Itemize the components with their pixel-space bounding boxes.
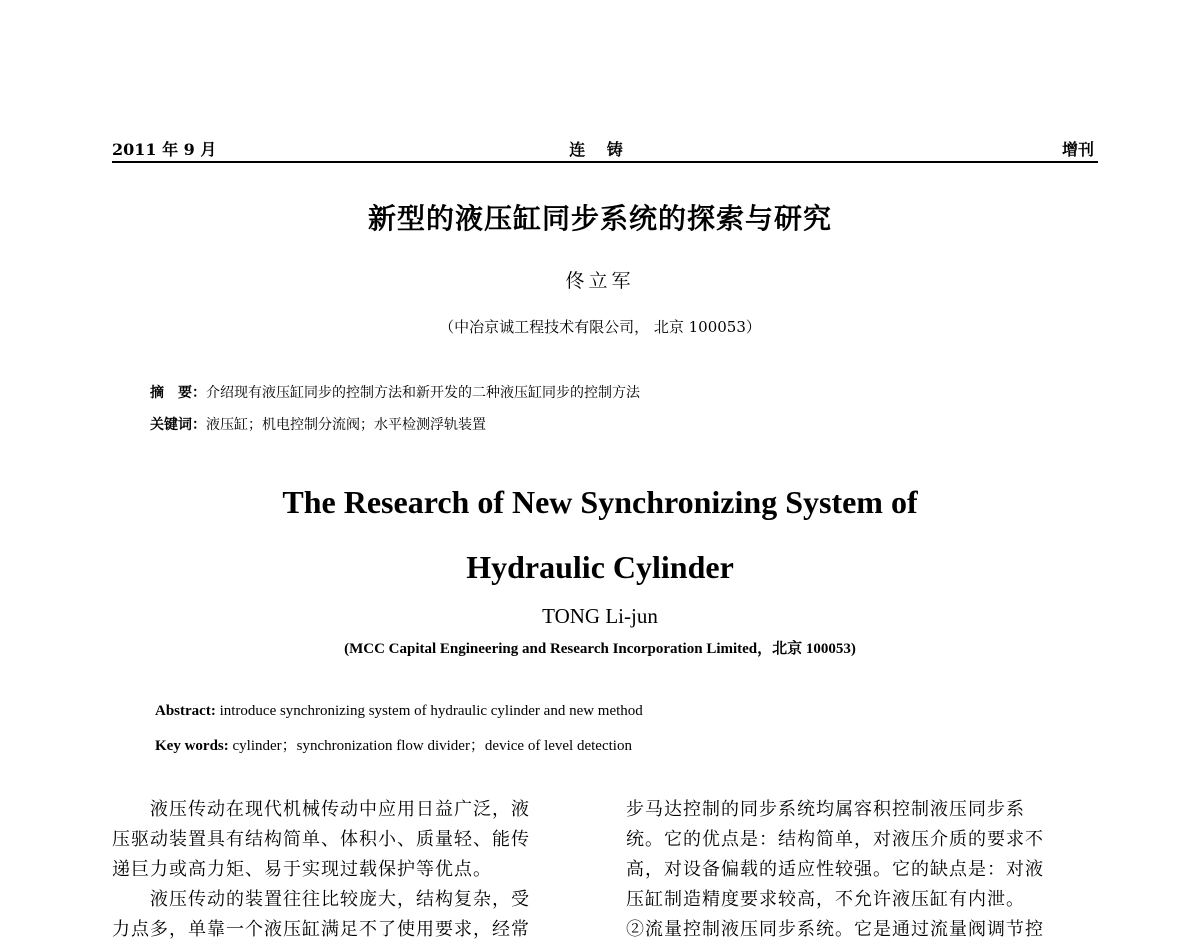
english-title-line-1: The Research of New Synchronizing System of xyxy=(282,484,918,520)
english-abstract xyxy=(155,703,643,720)
header-issue: 增刊 xyxy=(1061,140,1094,159)
chinese-abstract-text: 介绍现有液压缸同步的控制方法和新开发的二种液压缸同步的控制方法 xyxy=(206,385,640,401)
english-author: TONG Li-jun xyxy=(542,604,658,628)
english-title-line-2: Hydraulic Cylinder xyxy=(466,549,734,585)
chinese-abstract xyxy=(150,382,640,402)
chinese-keywords xyxy=(150,414,486,434)
english-keywords xyxy=(155,734,632,755)
chinese-affiliation: （中冶京诚工程技术有限公司， 北京 100053） xyxy=(439,318,761,336)
english-keywords-label: Key words: xyxy=(155,738,229,754)
body-line: ②流量控制液压同步系统。它是通过流量阀调节控 xyxy=(626,919,1044,940)
body-line: 压驱动装置具有结构简单、体积小、质量轻、能传 xyxy=(112,829,530,850)
body-column-right xyxy=(626,795,1106,945)
body-line: 步马达控制的同步系统均属容积控制液压同步系 xyxy=(626,799,1025,820)
body-line: 压缸制造精度要求较高，不允许液压缸有内泄。 xyxy=(626,889,1025,910)
english-abstract-label: Abstract: xyxy=(155,703,216,719)
body-column-left xyxy=(112,795,592,945)
body-line: 力点多，单靠一个液压缸满足不了使用要求，经常 xyxy=(112,919,530,940)
english-keywords-text: cylinder；synchronization flow divider；device of level detection xyxy=(228,738,632,754)
chinese-abstract-label: 摘 要： xyxy=(150,385,206,401)
header-journal: 连 铸 xyxy=(569,140,631,159)
english-affiliation: (MCC Capital Engineering and Research Incorporation Limited，北京 100053) xyxy=(344,641,856,657)
body-line: 递巨力或高力矩、易于实现过载保护等优点。 xyxy=(112,859,492,880)
body-line: 液压传动的装置往往比较庞大，结构复杂，受 xyxy=(112,889,530,910)
body-line: 统。它的优点是：结构简单，对液压介质的要求不 xyxy=(626,829,1044,850)
chinese-keywords-text: 液压缸；机电控制分流阀；水平检测浮轨装置 xyxy=(206,417,486,433)
header-date: 2011 年 9 月 xyxy=(112,140,217,159)
chinese-author: 佟立军 xyxy=(565,270,635,292)
chinese-keywords-label: 关键词： xyxy=(150,417,206,433)
body-line: 液压传动在现代机械传动中应用日益广泛，液 xyxy=(112,799,530,820)
english-abstract-text: introduce synchronizing system of hydraulic cylinder and new method xyxy=(215,703,643,719)
chinese-title: 新型的液压缸同步系统的探索与研究 xyxy=(367,202,832,235)
header-rule xyxy=(112,161,1098,163)
body-line: 高，对设备偏载的适应性较强。它的缺点是：对液 xyxy=(626,859,1044,880)
